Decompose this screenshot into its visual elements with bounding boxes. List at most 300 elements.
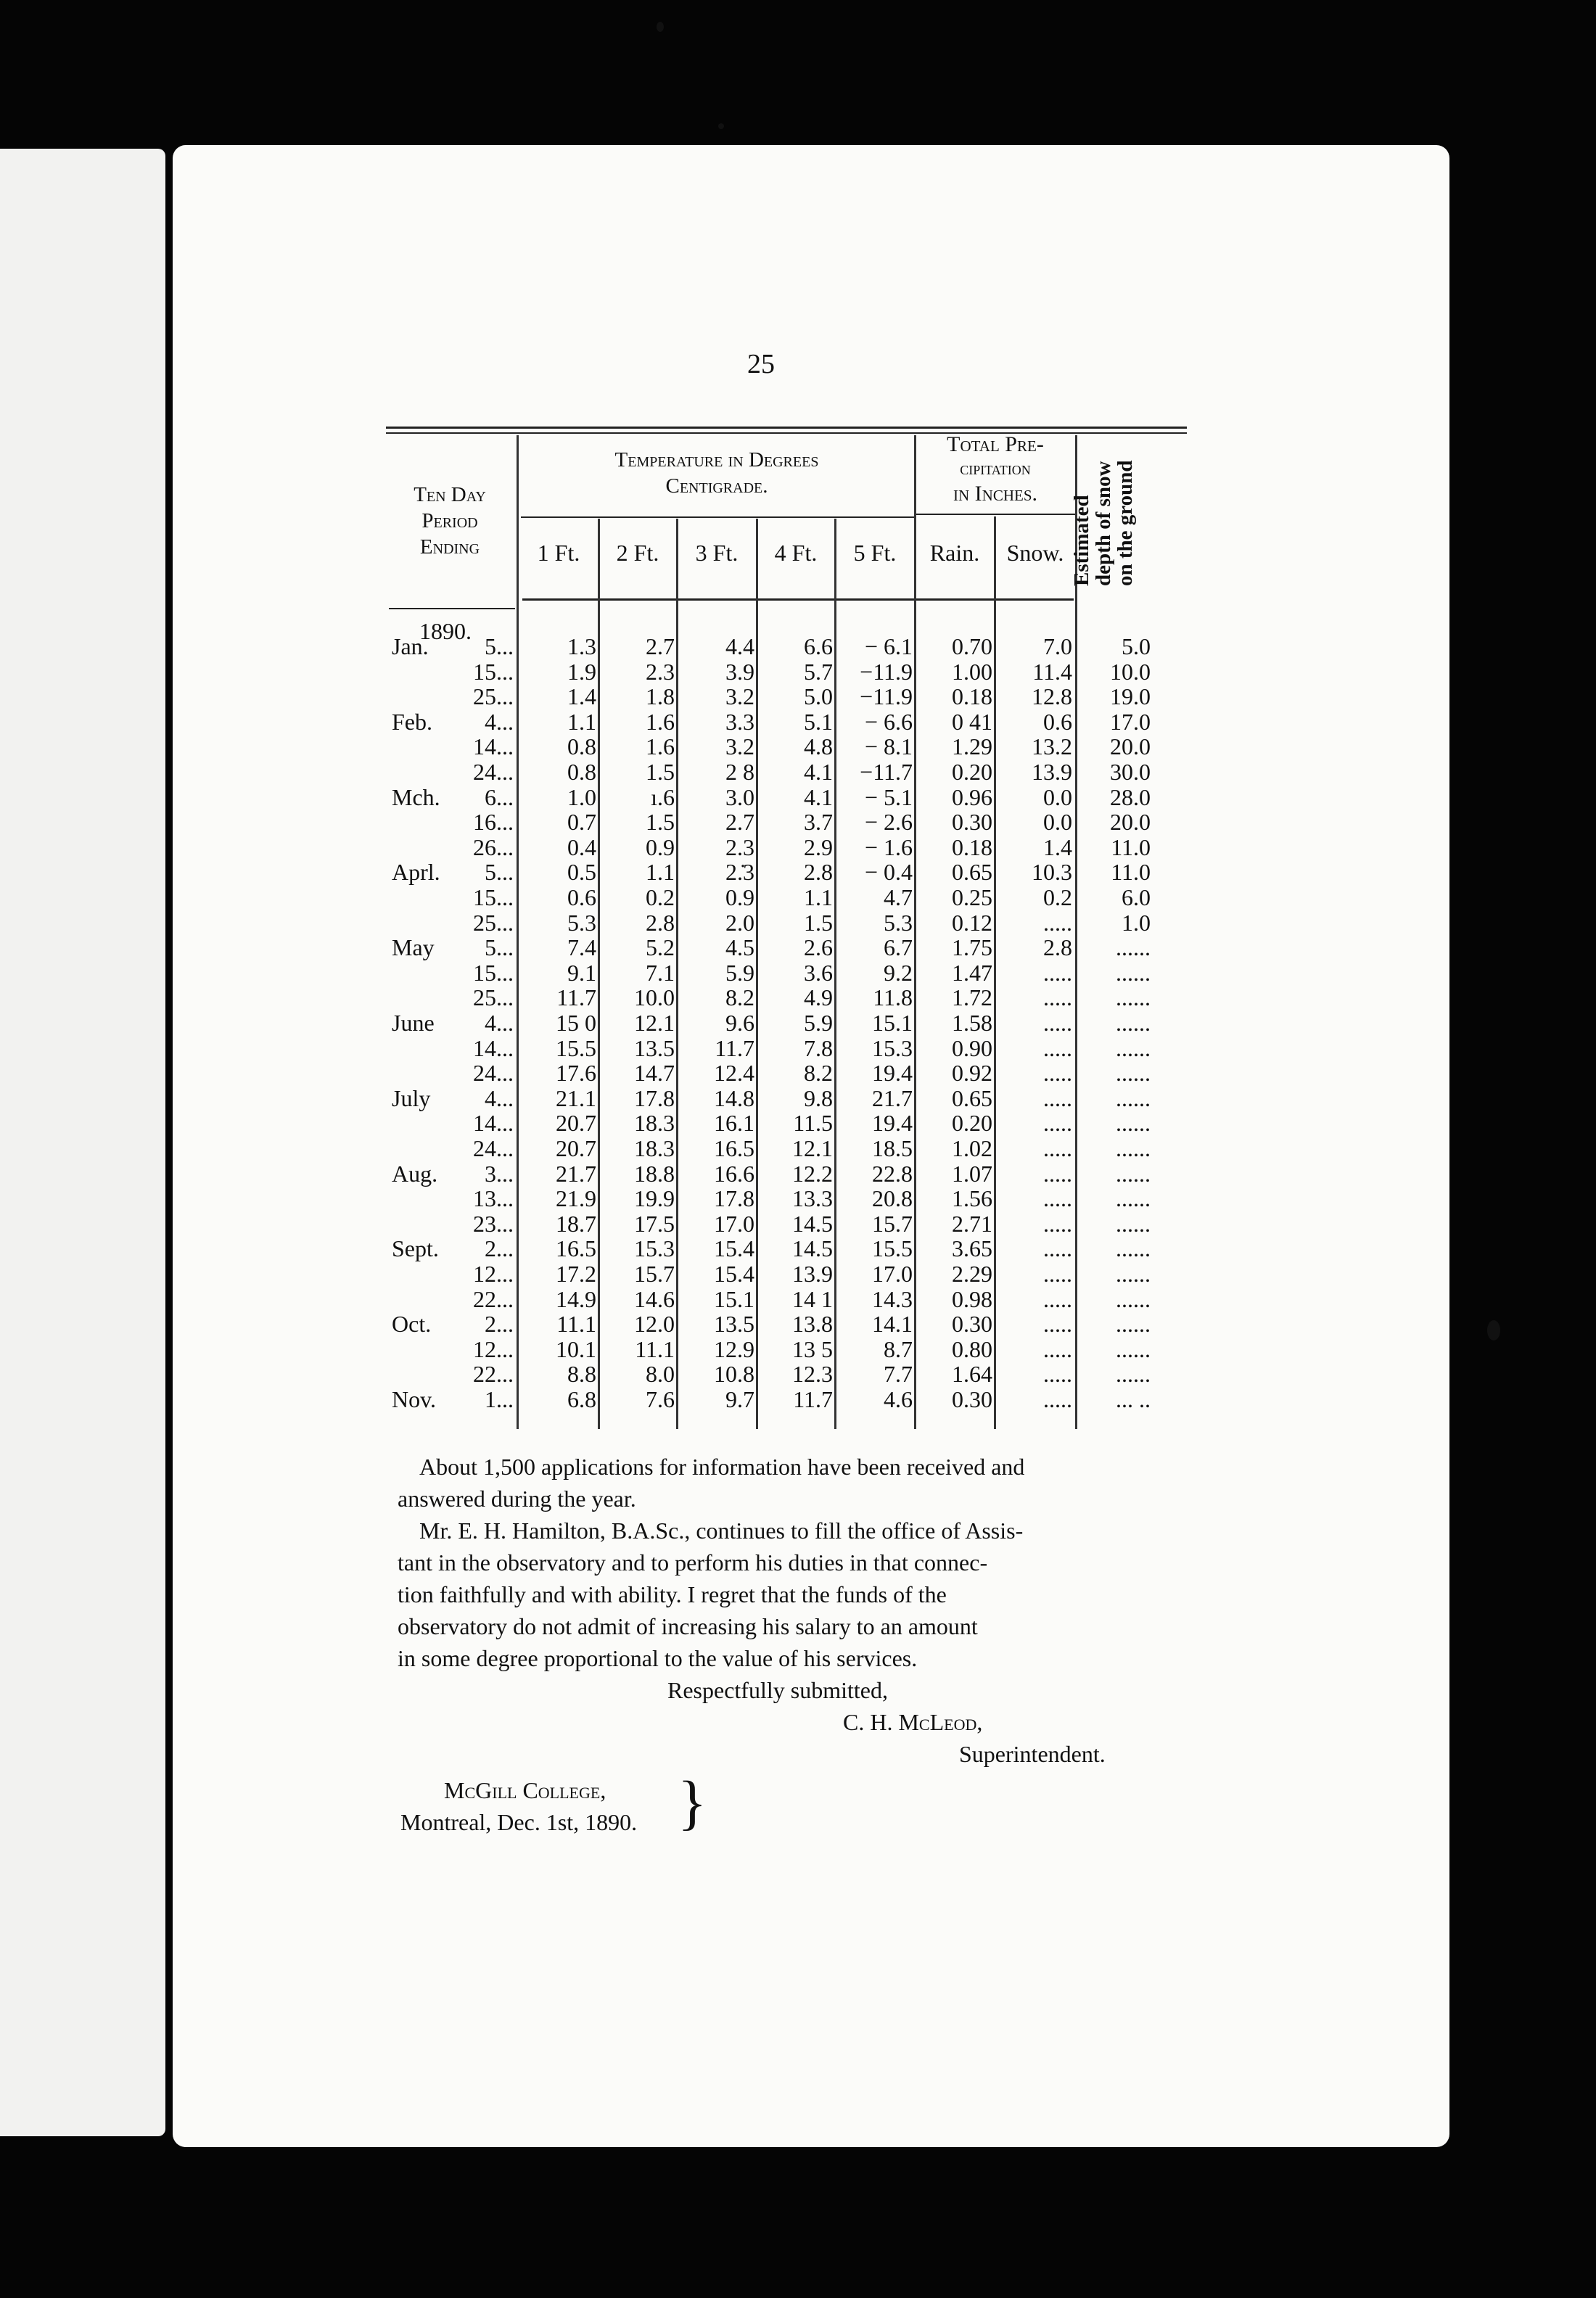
- cell-c2: 14.7: [634, 1060, 675, 1087]
- cell-c4: 4.1: [804, 783, 833, 810]
- cell-snow: .....: [1043, 1386, 1072, 1412]
- period-header-line: Ten Day: [414, 483, 486, 506]
- cell-c2: 2.3: [646, 658, 675, 685]
- period-month: Jan.: [392, 633, 429, 659]
- cell-c2: 7.1: [646, 959, 675, 986]
- cell-rain: 1.00: [952, 658, 992, 685]
- table-row: [0, 860, 1161, 884]
- cell-c2: 18.3: [634, 1110, 675, 1137]
- cell-rain: 0.92: [952, 1060, 992, 1087]
- cell-depth: ......: [1116, 1060, 1151, 1087]
- cell-c5: 22.8: [872, 1160, 913, 1187]
- cell-c1: 21.9: [556, 1185, 596, 1212]
- cell-c1: 8.8: [567, 1361, 596, 1388]
- cell-c1: 20.7: [556, 1135, 596, 1161]
- cell-snow: .....: [1043, 1034, 1072, 1061]
- cell-c5: 21.7: [872, 1084, 913, 1111]
- cell-c2: 5.2: [646, 934, 675, 961]
- cell-c1: 1.3: [567, 633, 596, 659]
- table-row: [0, 935, 1161, 960]
- speck: [1487, 1320, 1500, 1340]
- cell-c2: 11.1: [635, 1335, 675, 1362]
- cell-c4: 3.7: [804, 809, 833, 836]
- table-row: [0, 1036, 1161, 1061]
- cell-c4: 13.9: [792, 1261, 833, 1287]
- cell-c2: 0.2: [646, 884, 675, 910]
- period-day: 16...: [473, 809, 514, 836]
- speck: [718, 123, 724, 129]
- cell-depth: ......: [1116, 1261, 1151, 1287]
- cell-c1: 1.0: [567, 783, 596, 810]
- cell-c2: 12.1: [634, 1010, 675, 1036]
- page-number: 25: [747, 349, 775, 379]
- cell-rain: 2.71: [952, 1210, 992, 1237]
- cell-depth: 30.0: [1110, 759, 1151, 785]
- cell-rain: 0.20: [952, 1110, 992, 1137]
- cell-depth: ......: [1116, 1311, 1151, 1338]
- cell-snow: .....: [1043, 1311, 1072, 1338]
- cell-c3: 14.8: [714, 1084, 754, 1111]
- cell-rain: 2.29: [952, 1261, 992, 1287]
- cell-depth: ......: [1116, 1361, 1151, 1388]
- period-day: 14...: [473, 1034, 514, 1061]
- cell-rain: 0.30: [952, 1386, 992, 1412]
- paragraph-1-line: About 1,500 applications for information have been received and: [419, 1454, 1025, 1480]
- cell-depth: 20.0: [1110, 733, 1151, 760]
- cell-rain: 1.64: [952, 1361, 992, 1388]
- table-row: [0, 1261, 1161, 1286]
- cell-c1: 1.1: [567, 708, 596, 735]
- cell-c2: 2.7: [646, 633, 675, 659]
- cell-c5: − 8.1: [864, 733, 913, 760]
- cell-depth: 6.0: [1122, 884, 1151, 910]
- cell-c5: 15.5: [872, 1235, 913, 1262]
- table-year: 1890.: [419, 618, 472, 644]
- cell-rain: 3.65: [952, 1235, 992, 1262]
- cell-rain: 0.65: [952, 1084, 992, 1111]
- cell-c4: 12.3: [792, 1361, 833, 1388]
- cell-depth: 28.0: [1110, 783, 1151, 810]
- cell-c1: 16.5: [556, 1235, 596, 1262]
- cell-c2: 0.9: [646, 833, 675, 860]
- period-day: 2...: [485, 1235, 514, 1262]
- cell-depth: ......: [1116, 1285, 1151, 1312]
- cell-rain: 1.29: [952, 733, 992, 760]
- cell-snow: .....: [1043, 1010, 1072, 1036]
- cell-rain: 0.98: [952, 1285, 992, 1312]
- column-header-2ft: 2 Ft.: [616, 540, 659, 566]
- cell-c2: 2.8: [646, 909, 675, 936]
- cell-snow: 13.9: [1032, 759, 1072, 785]
- period-day: 15...: [473, 658, 514, 685]
- cell-c4: 13.3: [792, 1185, 833, 1212]
- cell-c5: 15.1: [872, 1010, 913, 1036]
- cell-snow: 13.2: [1032, 733, 1072, 760]
- table-row: [0, 759, 1161, 784]
- cell-c3: 9.7: [725, 1386, 754, 1412]
- paragraph-2-line: Mr. E. H. Hamilton, B.A.Sc., continues to fill the office of Assis-: [419, 1517, 1024, 1544]
- snow-depth-header-line: depth of snow: [1092, 461, 1115, 586]
- cell-snow: .....: [1043, 1110, 1072, 1137]
- table-row: [0, 634, 1161, 659]
- cell-c4: 4.9: [804, 984, 833, 1011]
- cell-c4: 5.9: [804, 1010, 833, 1036]
- cell-c3: 12.9: [714, 1335, 754, 1362]
- cell-depth: 5.0: [1122, 633, 1151, 659]
- paragraph-1-line: answered during the year.: [398, 1486, 636, 1512]
- cell-c4: 14 1: [792, 1285, 833, 1312]
- cell-depth: 17.0: [1110, 708, 1151, 735]
- cell-snow: 11.4: [1032, 658, 1072, 685]
- cell-c4: 7.8: [804, 1034, 833, 1061]
- cell-c3: 2.̇3: [725, 859, 754, 886]
- cell-c5: 14.3: [872, 1285, 913, 1312]
- period-month: Mch.: [392, 783, 440, 810]
- cell-c1: 21.7: [556, 1160, 596, 1187]
- speck: [657, 22, 664, 32]
- temperature-header-line: Centigrade.: [665, 474, 768, 498]
- cell-c5: 8.7: [884, 1335, 913, 1362]
- cell-c2: 7.6: [646, 1386, 675, 1412]
- brace: }: [678, 1769, 707, 1837]
- period-day: 13...: [473, 1185, 514, 1212]
- cell-rain: 0.25: [952, 884, 992, 910]
- cell-depth: ......: [1116, 934, 1151, 961]
- cell-c3: 2 8: [725, 759, 754, 785]
- cell-depth: ......: [1116, 1110, 1151, 1137]
- cell-c4: 12.1: [792, 1135, 833, 1161]
- cell-c3: 3.2: [725, 683, 754, 710]
- cell-c1: 6.8: [567, 1386, 596, 1412]
- temperature-header-rule: [521, 516, 914, 518]
- cell-c1: 0.8: [567, 759, 596, 785]
- cell-c5: 17.0: [872, 1261, 913, 1287]
- cell-snow: .....: [1043, 1335, 1072, 1362]
- cell-c3: 12.4: [714, 1060, 754, 1087]
- period-month: Sept.: [392, 1235, 439, 1262]
- cell-snow: 0.2: [1043, 884, 1072, 910]
- cell-c1: 0.6: [567, 884, 596, 910]
- cell-rain: 0.65: [952, 859, 992, 886]
- cell-c1: 0.4: [567, 833, 596, 860]
- period-day: 5...: [485, 633, 514, 659]
- cell-depth: ......: [1116, 1335, 1151, 1362]
- cell-c5: 6.7: [884, 934, 913, 961]
- cell-c5: − 6.6: [864, 708, 913, 735]
- cell-snow: .....: [1043, 1084, 1072, 1111]
- cell-c4: 14.5: [792, 1235, 833, 1262]
- paragraph-2-line: observatory do not admit of increasing his salary to an amount: [398, 1613, 978, 1639]
- cell-c2: 1.6: [646, 708, 675, 735]
- cell-c2: 1.8: [646, 683, 675, 710]
- period-month: Oct.: [392, 1311, 432, 1338]
- cell-c1: 0.8: [567, 733, 596, 760]
- snow-depth-header-line: on the ground: [1114, 460, 1137, 586]
- table-row: [0, 1236, 1161, 1261]
- closing: Respectfully submitted,: [667, 1677, 888, 1703]
- cell-c4: 14.5: [792, 1210, 833, 1237]
- cell-c5: 5.3: [884, 909, 913, 936]
- cell-depth: ......: [1116, 1135, 1151, 1161]
- cell-c3: 15.4: [714, 1261, 754, 1287]
- cell-rain: 1.58: [952, 1010, 992, 1036]
- snow-depth-header-line: Estimated: [1070, 495, 1093, 586]
- table-row: [0, 785, 1161, 810]
- period-header-rule: [389, 608, 515, 609]
- cell-depth: ... ..: [1116, 1386, 1151, 1412]
- cell-c4: 13.8: [792, 1311, 833, 1338]
- precipitation-header-rule: [916, 514, 1077, 515]
- cell-c2: 17.8: [634, 1084, 675, 1111]
- period-day: 12...: [473, 1335, 514, 1362]
- cell-c5: 4.6: [884, 1386, 913, 1412]
- cell-snow: .....: [1043, 1160, 1072, 1187]
- cell-c3: 2.0: [725, 909, 754, 936]
- cell-depth: 20.0: [1110, 809, 1151, 836]
- cell-c4: 11.7: [793, 1386, 833, 1412]
- table-row: [0, 734, 1161, 759]
- cell-c1: 0.5: [567, 859, 596, 886]
- period-day: 15...: [473, 959, 514, 986]
- cell-c3: 0.9: [725, 884, 754, 910]
- cell-snow: .....: [1043, 1185, 1072, 1212]
- table-row: [0, 1161, 1161, 1186]
- cell-depth: 19.0: [1110, 683, 1151, 710]
- cell-c2: 1.5: [646, 809, 675, 836]
- cell-snow: 10.3: [1032, 859, 1072, 886]
- period-day: 24...: [473, 759, 514, 785]
- cell-depth: ......: [1116, 1235, 1151, 1262]
- period-header-line: Period: [421, 509, 478, 532]
- cell-c5: 11.8: [873, 984, 913, 1011]
- precipitation-header-line: Total Pre-: [947, 432, 1044, 456]
- table-row: [0, 960, 1161, 985]
- cell-snow: 0.0: [1043, 809, 1072, 836]
- period-header-line: Ending: [419, 535, 480, 559]
- table-row: [0, 709, 1161, 734]
- cell-depth: ......: [1116, 984, 1151, 1011]
- period-month: Aprl.: [392, 859, 440, 886]
- cell-snow: .....: [1043, 1060, 1072, 1087]
- cell-snow: 0.6: [1043, 708, 1072, 735]
- cell-c5: 4.7: [884, 884, 913, 910]
- cell-c1: 5.3: [567, 909, 596, 936]
- signatory-title: Superintendent.: [959, 1741, 1106, 1767]
- period-day: 14...: [473, 1110, 514, 1137]
- cell-c1: 15 0: [556, 1010, 596, 1036]
- paragraph-2-line: in some degree proportional to the value of his services.: [398, 1645, 918, 1671]
- cell-snow: .....: [1043, 984, 1072, 1011]
- cell-rain: 0.18: [952, 833, 992, 860]
- cell-c3: 5.9: [725, 959, 754, 986]
- cell-c5: − 6.1: [864, 633, 913, 659]
- table-row: [0, 1061, 1161, 1085]
- header-bottom-rule: [522, 598, 1074, 601]
- cell-c5: 19.4: [872, 1110, 913, 1137]
- cell-c4: 13 5: [792, 1335, 833, 1362]
- cell-snow: .....: [1043, 1285, 1072, 1312]
- cell-c1: 11.1: [556, 1311, 596, 1338]
- cell-c3: 8.2: [725, 984, 754, 1011]
- cell-depth: ......: [1116, 1084, 1151, 1111]
- cell-c2: 13.5: [634, 1034, 675, 1061]
- cell-c2: 15.7: [634, 1261, 675, 1287]
- snow-depth-header: [1071, 428, 1135, 588]
- period-day: 25...: [473, 984, 514, 1011]
- period-month: Feb.: [392, 708, 432, 735]
- cell-c5: 20.8: [872, 1185, 913, 1212]
- cell-rain: 1.72: [952, 984, 992, 1011]
- period-header: [384, 482, 515, 560]
- cell-c1: 15.5: [556, 1034, 596, 1061]
- table-row: [0, 835, 1161, 860]
- table-row: [0, 659, 1161, 684]
- table-row: [0, 1362, 1161, 1386]
- cell-c1: 11.7: [556, 984, 596, 1011]
- cell-snow: 0.0: [1043, 783, 1072, 810]
- cell-c5: − 1.6: [864, 833, 913, 860]
- cell-c3: 2.7: [725, 809, 754, 836]
- period-day: 4...: [485, 1084, 514, 1111]
- cell-c5: 7.7: [884, 1361, 913, 1388]
- cell-c4: 4.1: [804, 759, 833, 785]
- cell-c5: 18.5: [872, 1135, 913, 1161]
- cell-c2: 17.5: [634, 1210, 675, 1237]
- cell-c2: 12.0: [634, 1311, 675, 1338]
- column-header-4ft: 4 Ft.: [774, 540, 818, 566]
- cell-depth: ......: [1116, 1185, 1151, 1212]
- place-line: McGill College,: [444, 1777, 606, 1803]
- cell-c3: 16.1: [714, 1110, 754, 1137]
- cell-c4: 2.9: [804, 833, 833, 860]
- cell-rain: 1.07: [952, 1160, 992, 1187]
- cell-snow: 2.8: [1043, 934, 1072, 961]
- cell-c5: 9.2: [884, 959, 913, 986]
- cell-c4: 3.6: [804, 959, 833, 986]
- cell-rain: 0.30: [952, 1311, 992, 1338]
- temperature-header-line: Temperature in Degrees: [614, 448, 819, 471]
- paragraph-2-line: tion faithfully and with ability. I regret that the funds of the: [398, 1581, 947, 1607]
- table-row: [0, 810, 1161, 834]
- cell-c3: 17.0: [714, 1210, 754, 1237]
- place-line: Montreal, Dec. 1st, 1890.: [400, 1809, 638, 1835]
- precipitation-header: [916, 432, 1075, 506]
- cell-c2: 14.6: [634, 1285, 675, 1312]
- cell-c3: 3.9: [725, 658, 754, 685]
- cell-c3: 17.8: [714, 1185, 754, 1212]
- cell-c4: 5.1: [804, 708, 833, 735]
- period-day: 26...: [473, 833, 514, 860]
- cell-c3: 10.8: [714, 1361, 754, 1388]
- cell-c5: 15.7: [872, 1210, 913, 1237]
- cell-snow: .....: [1043, 1210, 1072, 1237]
- period-day: 22...: [473, 1285, 514, 1312]
- cell-c3: 3.0: [725, 783, 754, 810]
- cell-c1: 17.2: [556, 1261, 596, 1287]
- table-row: [0, 985, 1161, 1010]
- cell-snow: 7.0: [1043, 633, 1072, 659]
- cell-c1: 18.7: [556, 1210, 596, 1237]
- column-header-snow: Snow.: [1006, 540, 1064, 566]
- temperature-header: [519, 447, 914, 499]
- cell-rain: 0.90: [952, 1034, 992, 1061]
- cell-c2: 8.0: [646, 1361, 675, 1388]
- cell-c5: −11.7: [860, 759, 913, 785]
- cell-c5: − 0.4: [864, 859, 913, 886]
- cell-c4: 4.8: [804, 733, 833, 760]
- cell-depth: ......: [1116, 959, 1151, 986]
- cell-rain: 1.56: [952, 1185, 992, 1212]
- column-header-1ft: 1 Ft.: [537, 540, 580, 566]
- cell-snow: .....: [1043, 1235, 1072, 1262]
- cell-c1: 0.7: [567, 809, 596, 836]
- table-row: [0, 684, 1161, 709]
- cell-c5: 15.3: [872, 1034, 913, 1061]
- precipitation-header-line: cipitation: [960, 459, 1031, 479]
- paragraph-2-line: tant in the observatory and to perform his duties in that connec-: [398, 1549, 988, 1576]
- cell-c1: 1.4: [567, 683, 596, 710]
- table-row: [0, 1337, 1161, 1362]
- cell-c1: 14.9: [556, 1285, 596, 1312]
- period-day: 4...: [485, 1010, 514, 1036]
- cell-c1: 1.9: [567, 658, 596, 685]
- cell-c3: 3.2: [725, 733, 754, 760]
- table-top-rule: [386, 427, 1187, 429]
- cell-c1: 7.4: [567, 934, 596, 961]
- cell-rain: 0.20: [952, 759, 992, 785]
- cell-c2: 19.9: [634, 1185, 675, 1212]
- period-day: 25...: [473, 909, 514, 936]
- column-header-3ft: 3 Ft.: [695, 540, 739, 566]
- cell-c4: 2.8: [804, 859, 833, 886]
- cell-depth: 11.0: [1111, 859, 1151, 886]
- cell-rain: 1.02: [952, 1135, 992, 1161]
- period-month: Aug.: [392, 1160, 438, 1187]
- cell-rain: 0.70: [952, 633, 992, 659]
- cell-c5: −11.9: [860, 658, 913, 685]
- cell-c5: 14.1: [872, 1311, 913, 1338]
- cell-depth: ......: [1116, 1034, 1151, 1061]
- cell-depth: 11.0: [1111, 833, 1151, 860]
- period-day: 2...: [485, 1311, 514, 1338]
- period-month: Nov.: [392, 1386, 437, 1412]
- period-day: 24...: [473, 1060, 514, 1087]
- precipitation-header-line: in Inches.: [953, 482, 1037, 506]
- period-day: 23...: [473, 1210, 514, 1237]
- period-month: May: [392, 934, 435, 961]
- cell-snow: .....: [1043, 909, 1072, 936]
- column-header-rain: Rain.: [929, 540, 980, 566]
- cell-depth: ......: [1116, 1210, 1151, 1237]
- cell-rain: 0.18: [952, 683, 992, 710]
- signature: C. H. McLeod,: [843, 1709, 983, 1735]
- table-row: [0, 1186, 1161, 1211]
- cell-c3: 11.7: [715, 1034, 754, 1061]
- period-day: 5...: [485, 859, 514, 886]
- cell-c4: 2.6: [804, 934, 833, 961]
- cell-c3: 2.3: [725, 833, 754, 860]
- table-row: [0, 1136, 1161, 1161]
- cell-c5: −11.9: [860, 683, 913, 710]
- cell-c4: 6.6: [804, 633, 833, 659]
- period-day: 14...: [473, 733, 514, 760]
- period-month: June: [392, 1010, 435, 1036]
- period-day: 12...: [473, 1261, 514, 1287]
- cell-rain: 1.75: [952, 934, 992, 961]
- cell-c4: 12.2: [792, 1160, 833, 1187]
- table-row: [0, 1086, 1161, 1111]
- cell-rain: 0.80: [952, 1335, 992, 1362]
